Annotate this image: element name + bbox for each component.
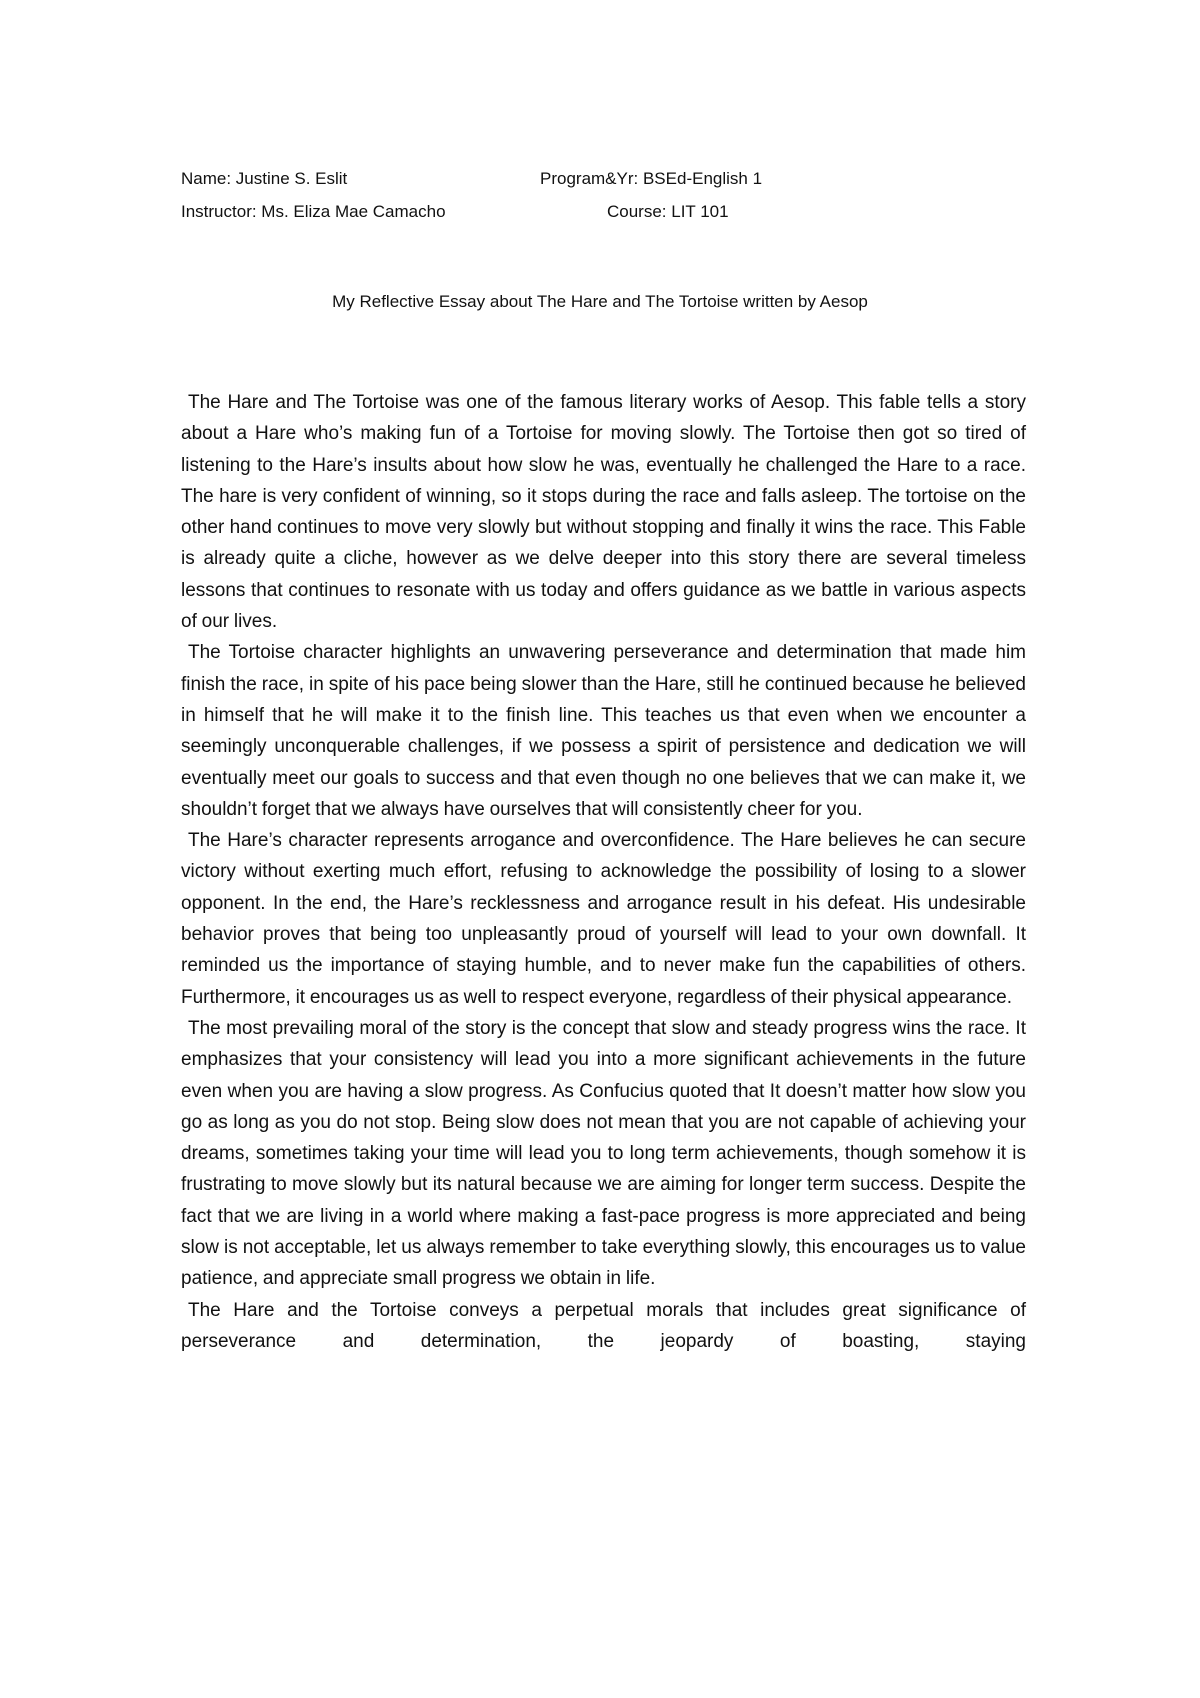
paragraph-hare: The Hare’s character represents arrogance and overconfidence. The Hare believes he can secure victory without exerting much effort, refusing to acknowledge the possibility of losing to a slower opponent. In the end, the Hare’s recklessness and arrogance result in his defeat. His undesirable behavior proves that being too unpleasantly proud of yourself will lead to your own downfall. It reminded us the importance of staying humble, and to never make fun the capabilities of others. Furthermore, it encourages us as well to respect everyone, regardless of their physical appearance. (181, 830, 1026, 1008)
essay-title: My Reflective Essay about The Hare and The Tortoise written by Aesop (332, 292, 868, 311)
paragraph-conclusion: The Hare and the Tortoise conveys a perpetual morals that includes great significance of perseverance and determination, the jeopardy of boasting, staying (181, 1299, 1026, 1352)
student-info-header (181, 162, 1041, 228)
header-row-2 (181, 195, 1041, 228)
paragraph-intro: The Hare and The Tortoise was one of the famous literary works of Aesop. This fable tells a story about a Hare who’s making fun of a Tortoise for moving slowly. The Tortoise then got so tired of listening to the Hare’s insults about how slow he was, eventually he challenged the Hare to a race. The hare is very confident of winning, so it stops during the race and falls asleep. The tortoise on the other hand continues to move very slowly but without stopping and finally it wins the race. This Fable is already quite a cliche, however as we delve deeper into this story there are several timeless lessons that continues to resonate with us today and offers guidance as we battle in various aspects of our lives. (181, 392, 1026, 633)
program-year: Program&Yr: BSEd-English 1 (540, 169, 763, 188)
paragraph-tortoise: The Tortoise character highlights an unwavering perseverance and determination that made him finish the race, in spite of his pace being slower than the Hare, still he continued because he believed in himself that he will make it to the finish line. This teaches us that even when we encounter a seemingly unconquerable challenges, if we possess a spirit of persistence and dedication we will eventually meet our goals to success and that even though no one believes that we can make it, we shouldn’t forget that we always have ourselves that will consistently cheer for you. (181, 642, 1026, 820)
paragraph-moral: The most prevailing moral of the story is the concept that slow and steady progress wins the race. It emphasizes that your consistency will lead you into a more significant achievements in the future even when you are having a slow progress. As Confucius quoted that It doesn’t matter how slow you go as long as you do not stop. Being slow does not mean that you are not capable of achieving your dreams, sometimes taking your time will lead you to long term achievements, though somehow it is frustrating to move slowly but its natural because we are aiming for longer term success. Despite the fact that we are living in a world where making a fast-pace progress is more appreciated and being slow is not acceptable, let us always remember to take everything slowly, this encourages us to value patience, and appreciate small progress we obtain in life. (181, 1017, 1026, 1290)
instructor-name: Instructor: Ms. Eliza Mae Camacho (181, 202, 446, 221)
essay-body (181, 387, 1026, 1357)
course-code: Course: LIT 101 (607, 202, 729, 221)
header-row-1 (181, 162, 1041, 195)
student-name: Name: Justine S. Eslit (181, 169, 348, 188)
